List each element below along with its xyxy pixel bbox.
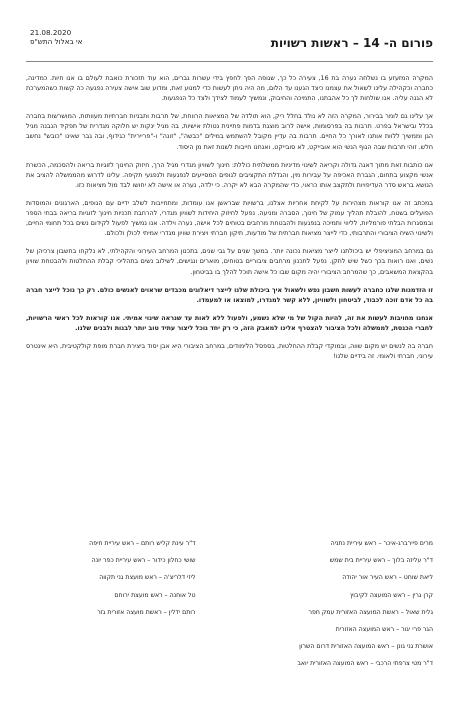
signature: קרן גרין – ראש המועצה לקיבוץ bbox=[349, 591, 433, 599]
letter-meta bbox=[30, 28, 82, 46]
signatures-left-column bbox=[26, 535, 230, 673]
signature: ד"ר מטי צרפתי הרכבי – ראש המועצה האזורית יואב bbox=[297, 660, 433, 668]
letter-date: 21.08.2020 bbox=[30, 28, 72, 37]
paragraph-5: גם במרחב המוניציפלי יש ביכולתנו לייצר מציאות נכונה יותר. במשך שנים על גבי שנים, בתכנון המרחב העירוני והקהילתי, לא נלקחו בחשבון צרכיהן של נשים, ואנו רואות בכך כשל שיש לתקן. נפעל לתכנון מרחבים ציבוריים בטוחים, מוארים ונגישים, לשילוב נשים בתהליכי קבלת ההחלטות ולהבטחת שוויון בהקצאת המשאבים, כך שהמרחב הציבורי יהיה מקום שבו כל אישה תוכל להלך בו בביטחון. bbox=[26, 248, 433, 276]
signature: ד"ר עליזה בלוך – ראש עיריית בית שמש bbox=[329, 557, 433, 565]
signature: ד"ר עינת קליש רותם – ראש עיריית חיפה bbox=[89, 540, 196, 547]
paragraph-1: המקרה המזעזע בו נשלחה נערה בת 16, צעירה כל כך, שגופה הפך לחפץ בידי עשרות גברים, הוא עוד תזכורת כואבת לעולם בו אנו חיות. כמדינה, כחברה וכקהילה עלינו לשאול את עצמנו כיצד הגענו עד הלום, מה היה ניתן לעשות כדי למנוע זאת, ומדוע שוב אישה צעירה נפגעה כה קשות כשהמערכת לא הגנה עליה. אנו שולחות לך כל אהבתנו, התמיכה והחיבוק, ונמשיך לעמוד לצידך ולצד כל הנפגעות. bbox=[26, 75, 433, 103]
paragraph-2: אך עלינו גם לומר בבירור, המקרה הזה לא נולד בחלל ריק, הוא תולדה של המציאות הרווחת, של תרבות ותבניות חברתיות מעוותות, המושרשות בחברה בכלל ובישראל בפרט. תרבות בה בפרסומות, אישה לרוב מוצגת בדמות פתיינית נטולת אישיות, בה מגיל ינקות יש חלוקה מגדרית של תפקיד הנבנה מגיל הגן וממשיך ללוות אותנו לאורך כל החיים. תרבות בה עדיין מקובל להשתמש במילים "כבשה", "זונה" ו-"פריירית" כגידוף, ובה גבר שאינו "כובש" נחשב חלש. זוהי תרבות שבה הגוף הנשי הוא אובייקט, לא סובייקט, ואנחנו חייבות לשנות זאת מן היסוד. bbox=[26, 113, 433, 151]
paragraph-7: אנחנו מחויבות לעשות את זה, להיות הקול של מי שלא נשמע, ולפעול ללא לאות עד שנראה שינוי אמיתי. אנו קוראות לכל ראשי הרשויות, לחברי הכנסת, לממשלה ולכל הציבור להצטרף אלינו למאבק הזה, כי רק יחד נוכל ליצור עתיד טוב יותר לבנות ולבנים שלנו. bbox=[26, 314, 433, 332]
paragraph-8: חברה בה לנשים יש מקום שווה, ובמוקדי קבלת ההחלטות, בספסל הלימודים, במרחב הציבורי היא אבן יסוד ביצירת חברת מופת קולקטיבית, היא אינטרס עירוני, חברתי ולאומי. זה בידיים שלנו! bbox=[26, 342, 433, 361]
signature: גלית שאול – ראשת המועצה האזורית עמק חפר bbox=[308, 608, 433, 616]
letter-body bbox=[26, 74, 433, 362]
signature: אושרת גני גונן – ראש המועצה האזורית דרום השרון bbox=[299, 643, 433, 651]
signature: ליזי דלריצ'ה – ראש מועצת גני תקווה bbox=[99, 574, 196, 582]
signature: מרים פיירברג-איכר – ראש עיריית נתניה bbox=[330, 540, 433, 547]
signature: רותם ידלין – ראשת מועצה אזורית גזר bbox=[97, 608, 196, 616]
title-divider bbox=[26, 61, 433, 62]
signatures-block bbox=[26, 535, 433, 673]
signature: טל אוחנה – ראש מועצת ירוחם bbox=[114, 591, 196, 599]
letter-title: פורום ה- 14 – ראשות רשויות bbox=[270, 36, 433, 50]
paragraph-4: במכתב זה אנו קוראות מצהירות על לקיחת אחריות אצלנו, ברשויות שבראשן אנו עומדות, ומתחייבות לשלב ידיים עם הגופים, הארגונים והמוסדות הפועלים בשטח, להובלת תהליך עמוק של חינוך, הסברה ומניעה. נפעל לחיזוק היחידות לשוויון מגדרי, להרחבת תכניות חינוך לזוגיות בריאה בבתי הספר ובמסגרות הבלתי פורמליות, לליווי ותמיכה בנפגעות ולהבטחת מרחבים בטוחים לכל אישה, נערה וילדה. אנו נמשיך לפעול לקידום נשים בכל תחומי החיים, ולשינוי השיח הציבורי והתרבותי, כדי לייצר מציאות חברתית של מודעות, תיקון חברתי ויצירת שוויון מגדרי אמיתי לכולן ולכולם. bbox=[26, 199, 433, 238]
signature: שושי כחלון כידור – ראש עיריית כפר יונה bbox=[91, 557, 196, 565]
signature: הגר פרי יגור – ראש המועצה האזורית bbox=[335, 626, 433, 634]
paragraph-6: זו הזדמנות שלנו כחברה לעשות חשבון נפש ולשאול איך ביכולת שלנו לייצר דיאלוגים מכבדים שראוים לאנשים כולם. רק כך נוכל לייצר חברה בה כל אדם זוכה לכבוד, לביטחון ולשוויון, ללא קשר למגדרו, למוצאו או למעמדו. bbox=[26, 286, 433, 304]
signatures-right-column bbox=[230, 535, 434, 673]
paragraph-3: אנו כותבות זאת מתוך דאגה גדולה וקריאה לשינוי מדיניות ממשלתית כוללת: חינוך לשוויון מגדרי מגיל הרך, חיזוק החינוך לזוגיות בריאה ולהסכמה, הכשרת אנשי מקצוע בתחום, הגברת האכיפה על עבירות מין, והגדלת התקציבים לגופים המסייעים לנפגעות ולנפגעי תקיפה. עלינו לדרוש מהממשלה להציב את הנושא בראש סדר העדיפויות ולתקצב אותו כראוי, כדי שהמקרה הבא לא יקרה. כי ילדה, נערה או אישה לא יחושו לבד מול מציאות כזו. bbox=[26, 161, 433, 189]
signature: ליאת שוחט – ראש העיר אור יהודה bbox=[342, 574, 433, 582]
letter-hebrew-date: אי באלול התש"פ bbox=[30, 37, 83, 46]
